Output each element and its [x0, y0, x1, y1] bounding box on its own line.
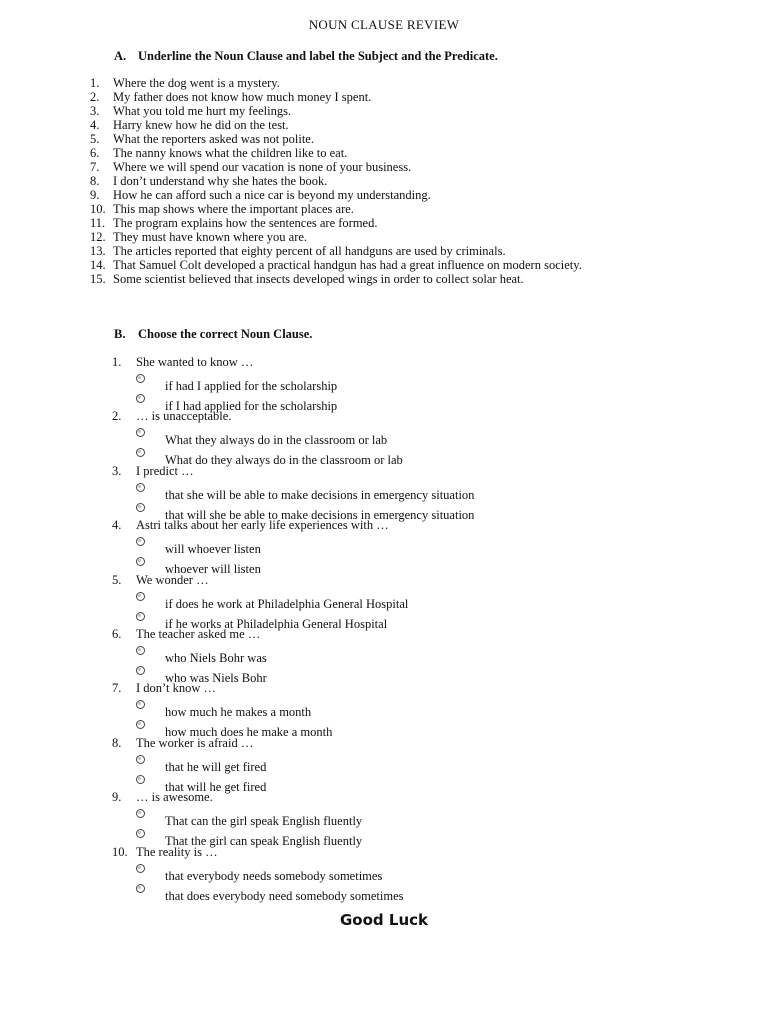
answer-option-text: if he works at Philadelphia General Hospital: [165, 616, 388, 631]
answer-option[interactable]: [136, 481, 475, 502]
answer-option[interactable]: [136, 827, 363, 849]
radio-button-icon[interactable]: [136, 394, 145, 403]
question-number: 6.: [112, 626, 122, 641]
answer-option-text: What they always do in the classroom or lab: [165, 433, 388, 448]
radio-button-icon[interactable]: [136, 809, 145, 818]
answer-option[interactable]: [136, 610, 388, 631]
answer-option-text: That can the girl speak English fluently: [165, 814, 363, 829]
answer-option-text: that will she be able to make decisions in emergency situation: [165, 507, 475, 522]
question-stem-text: … is awesome.: [136, 790, 213, 805]
question: [112, 844, 692, 903]
question-stem-text: We wonder …: [136, 572, 209, 587]
answer-option-text: if had I applied for the scholarship: [165, 379, 338, 393]
list-item: [90, 174, 678, 188]
answer-option[interactable]: [136, 555, 261, 577]
question-number: 7.: [112, 681, 122, 696]
list-item: [90, 230, 678, 244]
question-stem-text: Astri talks about her early life experiences with …: [136, 518, 389, 533]
radio-button-icon[interactable]: [136, 592, 145, 601]
question-number: 1.: [112, 355, 122, 369]
answer-option[interactable]: [136, 718, 333, 740]
answer-option[interactable]: [136, 644, 267, 665]
item-text: My father does not know how much money I spent.: [113, 90, 372, 104]
radio-button-icon[interactable]: [136, 537, 145, 546]
radio-button-icon[interactable]: [136, 557, 145, 566]
item-number: 2.: [90, 90, 100, 104]
radio-button-icon[interactable]: [136, 503, 145, 512]
answer-option-text: how much he makes a month: [165, 705, 312, 720]
answer-option-text: What do they always do in the classroom or lab: [165, 453, 403, 468]
item-text: What the reporters asked was not polite.: [113, 132, 314, 146]
item-number: 7.: [90, 160, 100, 174]
answer-option[interactable]: [136, 372, 338, 393]
question-number: 3.: [112, 463, 122, 478]
item-text: Where the dog went is a mystery.: [113, 76, 280, 90]
item-text: Harry knew how he did on the test.: [113, 118, 289, 132]
answer-option-text: who was Niels Bohr: [165, 670, 267, 685]
answer-option-text: that everybody needs somebody sometimes: [165, 868, 383, 883]
list-item: [90, 244, 678, 258]
answer-option[interactable]: [136, 862, 383, 883]
section-a-heading: [114, 49, 498, 64]
item-number: 6.: [90, 146, 100, 160]
answer-option[interactable]: [136, 753, 267, 774]
page-title: NOUN CLAUSE REVIEW: [308, 17, 460, 32]
answer-option-text: who Niels Bohr was: [165, 650, 267, 665]
radio-button-icon[interactable]: [136, 483, 145, 492]
section-a-letter: A.: [114, 49, 127, 63]
item-text: How he can afford such a nice car is beyond my understanding.: [113, 188, 431, 202]
question: [112, 681, 692, 740]
radio-button-icon[interactable]: [136, 646, 145, 655]
list-item: [90, 202, 678, 216]
list-item: [90, 90, 678, 104]
answer-option[interactable]: [136, 446, 403, 468]
answer-option-text: will whoever listen: [165, 542, 261, 557]
radio-button-icon[interactable]: [136, 884, 145, 893]
answer-option-text: if does he work at Philadelphia General Hospital: [165, 596, 409, 611]
question-stem-text: She wanted to know …: [136, 355, 254, 369]
section-b-letter: B.: [114, 327, 126, 341]
radio-button-icon[interactable]: [136, 755, 145, 764]
list-item: [90, 258, 678, 272]
question-number: 8.: [112, 735, 122, 750]
question: [112, 409, 692, 468]
radio-button-icon[interactable]: [136, 428, 145, 437]
question-stem: [112, 409, 692, 423]
question-number: 4.: [112, 518, 122, 533]
item-number: 10.: [90, 202, 106, 216]
radio-button-icon[interactable]: [136, 448, 145, 457]
question-number: 9.: [112, 790, 122, 805]
question: [112, 790, 692, 849]
answer-option[interactable]: [136, 535, 261, 557]
list-item: [90, 160, 678, 174]
question-stem: [112, 736, 692, 750]
item-number: 11.: [90, 216, 106, 230]
item-text: This map shows where the important places are.: [113, 202, 354, 216]
question-number: 10.: [112, 844, 128, 859]
question: [112, 518, 692, 577]
answer-option-text: that she will be able to make decisions in emergency situation: [165, 487, 475, 502]
answer-option[interactable]: [136, 698, 312, 720]
item-text: I don’t understand why she hates the book.: [113, 174, 328, 188]
item-number: 4.: [90, 118, 100, 132]
list-item: [90, 76, 678, 90]
list-item: [90, 146, 678, 160]
answer-option[interactable]: [136, 664, 267, 685]
radio-button-icon[interactable]: [136, 864, 145, 873]
item-text: That Samuel Colt developed a practical handgun has had a great influence on modern society.: [113, 258, 582, 272]
answer-option[interactable]: [136, 501, 475, 522]
section-b-list: [112, 355, 692, 903]
question-stem: [112, 464, 692, 478]
answer-option-text: that will he get fired: [165, 779, 267, 794]
item-number: 5.: [90, 132, 100, 146]
section-a-heading-text: Underline the Noun Clause and label the Subject and the Predicate.: [138, 49, 498, 63]
item-number: 9.: [90, 188, 100, 202]
answer-option[interactable]: [136, 392, 338, 413]
list-item: [90, 272, 678, 286]
question-stem: [112, 790, 692, 804]
question-number: 5.: [112, 572, 122, 587]
radio-button-icon[interactable]: [136, 612, 145, 621]
item-number: 14.: [90, 258, 106, 272]
question: [112, 355, 692, 413]
answer-option[interactable]: [136, 773, 267, 794]
section-b-heading-text: Choose the correct Noun Clause.: [138, 327, 313, 341]
list-item: [90, 132, 678, 146]
section-b-heading: [114, 327, 312, 342]
question-number: 2.: [112, 409, 122, 424]
question: [112, 572, 692, 631]
item-text: The program explains how the sentences are formed.: [113, 216, 378, 230]
item-number: 3.: [90, 104, 100, 118]
answer-option-text: that does everybody need somebody sometimes: [165, 888, 404, 903]
answer-option[interactable]: [136, 426, 388, 448]
item-number: 12.: [90, 230, 106, 244]
question-stem: [112, 518, 692, 532]
item-text: What you told me hurt my feelings.: [113, 104, 292, 118]
answer-option-text: that he will get fired: [165, 759, 267, 774]
item-text: The nanny knows what the children like to eat.: [113, 146, 348, 160]
item-text: Where we will spend our vacation is none of your business.: [113, 160, 412, 174]
item-text: Some scientist believed that insects developed wings in order to collect solar heat.: [113, 272, 524, 286]
list-item: [90, 118, 678, 132]
question-stem-text: The teacher asked me …: [136, 626, 261, 641]
question-stem-text: I predict …: [136, 463, 194, 478]
radio-button-icon[interactable]: [136, 829, 145, 838]
question-stem-text: I don’t know …: [136, 681, 216, 696]
radio-button-icon[interactable]: [136, 775, 145, 784]
radio-button-icon[interactable]: [136, 374, 145, 383]
question: [112, 626, 692, 685]
item-text: They must have known where you are.: [113, 230, 308, 244]
item-number: 1.: [90, 76, 100, 90]
question-stem: [112, 355, 692, 369]
question-stem: [112, 845, 692, 859]
list-item: [90, 188, 678, 202]
answer-option-text: if I had applied for the scholarship: [165, 399, 338, 413]
question-stem-text: … is unacceptable.: [136, 409, 232, 424]
item-number: 8.: [90, 174, 100, 188]
answer-option-text: whoever will listen: [165, 562, 261, 577]
question-stem: [112, 627, 692, 641]
item-text: The articles reported that eighty percent of all handguns are used by criminals.: [113, 244, 506, 258]
radio-button-icon[interactable]: [136, 700, 145, 709]
list-item: [90, 216, 678, 230]
radio-button-icon[interactable]: [136, 720, 145, 729]
footer-good-luck: Good Luck: [340, 911, 428, 929]
answer-option[interactable]: [136, 590, 409, 611]
list-item: [90, 104, 678, 118]
answer-option-text: how much does he make a month: [165, 725, 333, 740]
answer-option[interactable]: [136, 882, 404, 903]
answer-option-text: That the girl can speak English fluently: [165, 834, 363, 849]
section-a-list: [90, 76, 678, 286]
question: [112, 735, 692, 794]
question-stem: [112, 681, 692, 695]
radio-button-icon[interactable]: [136, 666, 145, 675]
answer-option[interactable]: [136, 807, 363, 829]
question-stem-text: The reality is …: [136, 844, 218, 859]
question-stem: [112, 573, 692, 587]
item-number: 13.: [90, 244, 106, 258]
item-number: 15.: [90, 272, 106, 286]
question: [112, 463, 692, 522]
question-stem-text: The worker is afraid …: [136, 735, 254, 750]
